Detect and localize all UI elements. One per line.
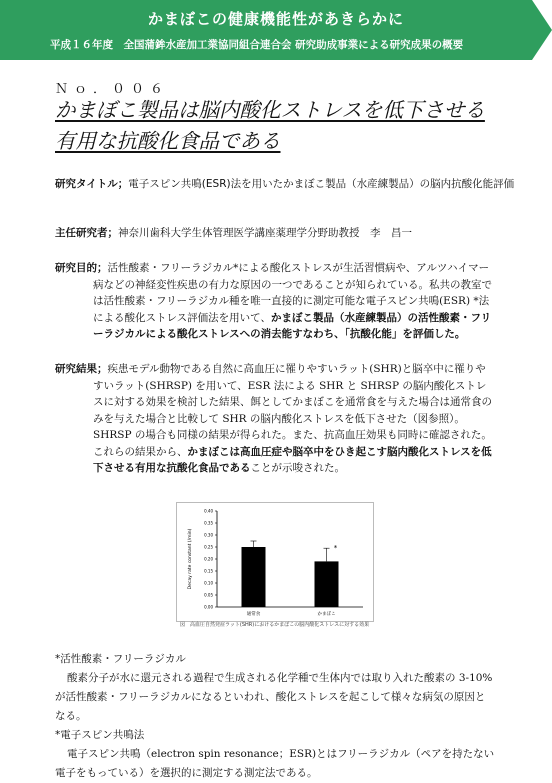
category-label: かまぼこ: [317, 612, 336, 617]
results-bold-text: かまぼこは高血圧症や脳卒中をひき起こす脳内酸化ストレスを低下させる有用な抗酸化食品である: [93, 445, 492, 474]
y-tick-label: 0.00: [204, 604, 213, 610]
banner-arrow-shape: [532, 0, 552, 60]
note-1-body: 酸素分子が水に還元される過程で生成される化学種で生体内では取り入れた酸素の 3-10%が活性酸素・フリーラジカルになるといわれ、酸化ストレスを起こして様々な病気の原因となる。: [55, 672, 493, 722]
y-tick-label: 0.20: [204, 556, 213, 562]
purpose-text: 活性酸素・フリーラジカル*による酸化ストレスが生活習慣病や、アルツハイマー病などの神経変性疾患の有力な原因の一つであることが知られている。私共の教室では活性酸素・フリーラジカル種を唯一直接的に測定可能な電子スピン共鳴(ESR) *法による酸化ストレス評価法を用いて、: [93, 262, 492, 324]
results-text: 疾患モデル動物である自然に高血圧に罹りやすいラット(SHR)と脳卒中に罹りやすいラット(SHRSP) を用いて、ESR 法による SHR と SHRSP の脳内酸化ストレスに対する効果を検討した結果、餌としてかまぼこを通常食を与えた場合は通常食のみを与えた場合と比較して SHR の脳内酸化ストレスを低下させた（図参照）。SHRSP の場合も同様の結果が得られた。また、抗高血圧効果も同時に確認された。これらの結果から、: [93, 363, 492, 458]
note-1-heading: *活性酸素・フリーラジカル: [55, 653, 186, 665]
results-text-end: ことが示唆された。: [250, 462, 345, 474]
results-label: 研究結果；: [55, 363, 108, 375]
notes-section: [55, 650, 495, 783]
y-tick-label: 0.10: [204, 580, 213, 586]
note-2-heading: *電子スピン共鳴法: [55, 729, 145, 741]
significance-marker: *: [333, 544, 338, 553]
y-tick-label: 0.25: [204, 544, 213, 550]
research-title-value: 電子スピン共鳴(ESR)法を用いたかまぼこ製品（水産練製品）の脳内抗酸化能評価: [128, 178, 515, 190]
chart-svg: [177, 503, 373, 621]
banner-subtitle: 平成１６年度 全国蒲鉾水産加工業協同組合連合会 研究助成事業による研究成果の概要: [50, 39, 464, 51]
researcher-field: [55, 225, 493, 241]
research-title-field: [55, 176, 531, 192]
bar: [315, 561, 339, 607]
y-tick-label: 0.35: [204, 520, 213, 526]
y-axis-label: Decay rate constant (/min): [188, 528, 193, 590]
purpose-label: 研究目的；: [55, 262, 108, 274]
y-tick-label: 0.40: [204, 508, 213, 514]
header-banner: [0, 0, 552, 60]
bar: [242, 547, 266, 607]
result-chart: [176, 502, 374, 622]
purpose-bold-text: かまぼこ製品（水産練製品）の活性酸素・フリーラジカルによる酸化ストレスへの消去能すなわち、「抗酸化能」を評価した。: [93, 311, 492, 340]
researcher-value: 神奈川歯科大学生体管理医学講座薬理学分野助教授 李 昌一: [118, 227, 412, 239]
banner-title: かまぼこの健康機能性があきらかに: [147, 10, 404, 28]
researcher-label: 主任研究者；: [55, 227, 118, 239]
document-number: Ｎｏ．００６: [55, 82, 170, 97]
y-tick-label: 0.05: [204, 592, 213, 598]
title-line-2: 有用な抗酸化食品である: [55, 129, 281, 153]
y-tick-label: 0.30: [204, 532, 213, 538]
page-title: [55, 95, 525, 157]
note-2-body: 電子スピン共鳴（electron spin resonance；ESR)とはフリーラジカル（ペアを持たない電子をもっている）を選択的に測定する測定法である。: [55, 748, 495, 779]
research-title-label: 研究タイトル；: [55, 178, 129, 190]
y-tick-label: 0.15: [204, 568, 213, 574]
title-line-1: かまぼこ製品は脳内酸化ストレスを低下させる: [55, 98, 485, 122]
purpose-section: [55, 260, 495, 343]
results-section: [55, 361, 495, 477]
category-label: 通常食: [246, 612, 261, 617]
figure-caption: 図 高血圧自然発症ラット(SHR)におけるかまぼこの脳内酸化ストレスに対する効果: [180, 622, 370, 628]
